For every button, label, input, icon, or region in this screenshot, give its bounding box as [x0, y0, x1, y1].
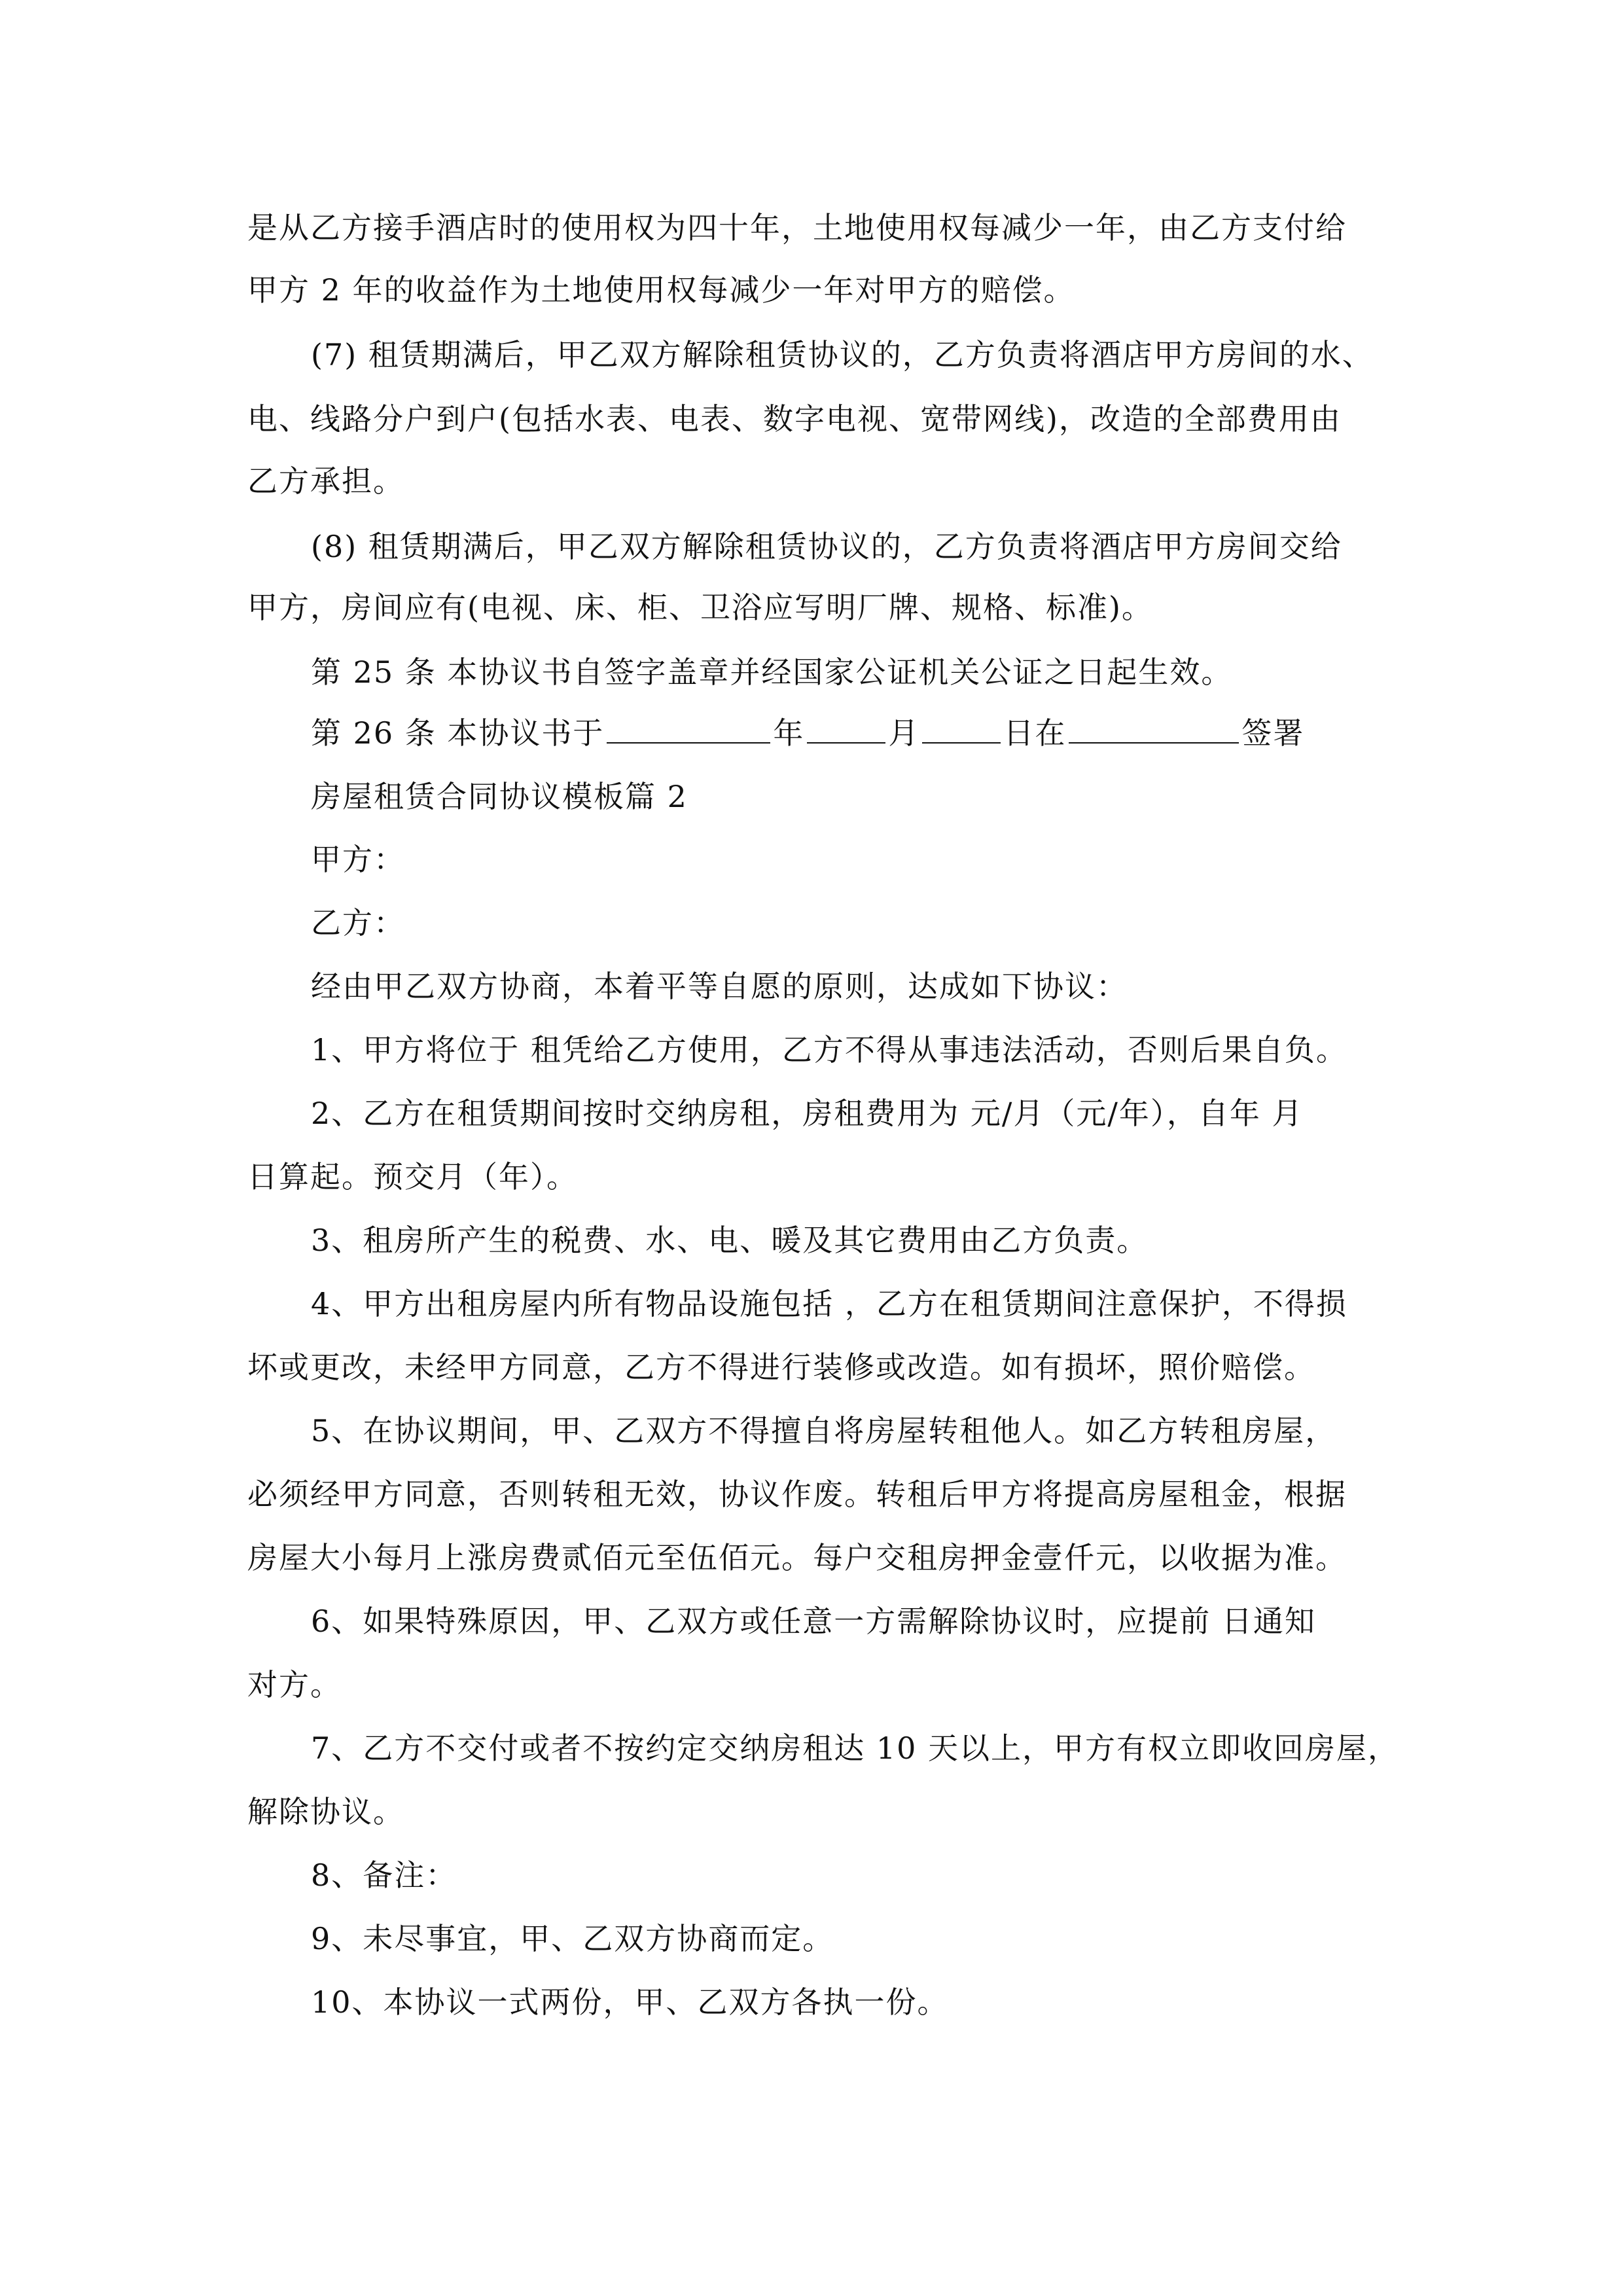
signed-label: 签署	[1241, 715, 1305, 751]
paragraph-line: 甲方，房间应有(电视、床、柜、卫浴应写明厂牌、规格、标准)。	[247, 590, 1153, 625]
paragraph-line: 解除协议。	[247, 1794, 404, 1829]
paragraph-line: 甲方 2 年的收益作为土地使用权每减少一年对甲方的赔偿。	[247, 272, 1075, 308]
month-blank[interactable]	[807, 713, 885, 744]
article-25-line: 第 25 条 本协议书自签字盖章并经国家公证机关公证之日起生效。	[311, 655, 1233, 690]
year-label: 年	[773, 715, 805, 751]
item-4-line: 4、甲方出租房屋内所有物品设施包括 ，乙方在租赁期间注意保护，不得损	[311, 1286, 1347, 1321]
place-blank[interactable]	[1069, 713, 1239, 744]
signing-line	[311, 713, 1304, 753]
section-title: 房屋租赁合同协议模板篇 2	[311, 779, 688, 814]
party-a-line: 甲方：	[311, 842, 405, 877]
day-blank[interactable]	[922, 713, 1001, 744]
item-3-line: 3、租房所产生的税费、水、电、暖及其它费用由乙方负责。	[311, 1223, 1149, 1258]
paragraph-line: 日算起。预交月（年）。	[247, 1159, 578, 1194]
paragraph-line: 必须经甲方同意，否则转租无效，协议作废。转租后甲方将提高房屋租金，根据	[247, 1477, 1347, 1512]
clause-7-line: (7) 租赁期满后，甲乙双方解除租赁协议的，乙方负责将酒店甲方房间的水、	[311, 337, 1374, 372]
party-b-line: 乙方：	[311, 905, 405, 941]
paragraph-line: 乙方承担。	[247, 463, 404, 499]
year-blank[interactable]	[607, 713, 770, 744]
preamble-line: 经由甲乙双方协商，本着平等自愿的原则，达成如下协议：	[311, 969, 1128, 1004]
paragraph-line: 坏或更改，未经甲方同意，乙方不得进行装修或改造。如有损坏，照价赔偿。	[247, 1350, 1315, 1385]
item-8-line: 8、备注：	[311, 1857, 457, 1893]
item-2-line: 2、乙方在租赁期间按时交纳房租，房租费用为 元/月（元/年），自年 月	[311, 1096, 1304, 1131]
paragraph-line: 电、线路分户到户(包括水表、电表、数字电视、宽带网线)，改造的全部费用由	[247, 401, 1342, 437]
item-9-line: 9、未尽事宜，甲、乙双方协商而定。	[311, 1921, 834, 1956]
item-6-line: 6、如果特殊原因，甲、乙双方或任意一方需解除协议时，应提前 日通知	[311, 1604, 1316, 1639]
day-label: 日在	[1003, 715, 1067, 751]
signing-prefix: 第 26 条 本协议书于	[311, 715, 605, 751]
month-label: 月	[888, 715, 920, 751]
item-1-line: 1、甲方将位于 租凭给乙方使用，乙方不得从事违法活动，否则后果自负。	[311, 1032, 1347, 1067]
paragraph-line: 房屋大小每月上涨房费贰佰元至伍佰元。每户交租房押金壹仟元，以收据为准。	[247, 1540, 1347, 1575]
item-7-line: 7、乙方不交付或者不按约定交纳房租达 10 天以上，甲方有权立即收回房屋，	[311, 1731, 1400, 1766]
clause-8-line: (8) 租赁期满后，甲乙双方解除租赁协议的，乙方负责将酒店甲方房间交给	[311, 529, 1342, 564]
paragraph-line: 是从乙方接手酒店时的使用权为四十年，土地使用权每减少一年，由乙方支付给	[247, 210, 1347, 245]
item-5-line: 5、在协议期间，甲、乙双方不得擅自将房屋转租他人。如乙方转租房屋，	[311, 1413, 1337, 1448]
paragraph-line: 对方。	[247, 1667, 342, 1702]
item-10-line: 10、本协议一式两份，甲、乙双方各执一份。	[311, 1984, 949, 2020]
